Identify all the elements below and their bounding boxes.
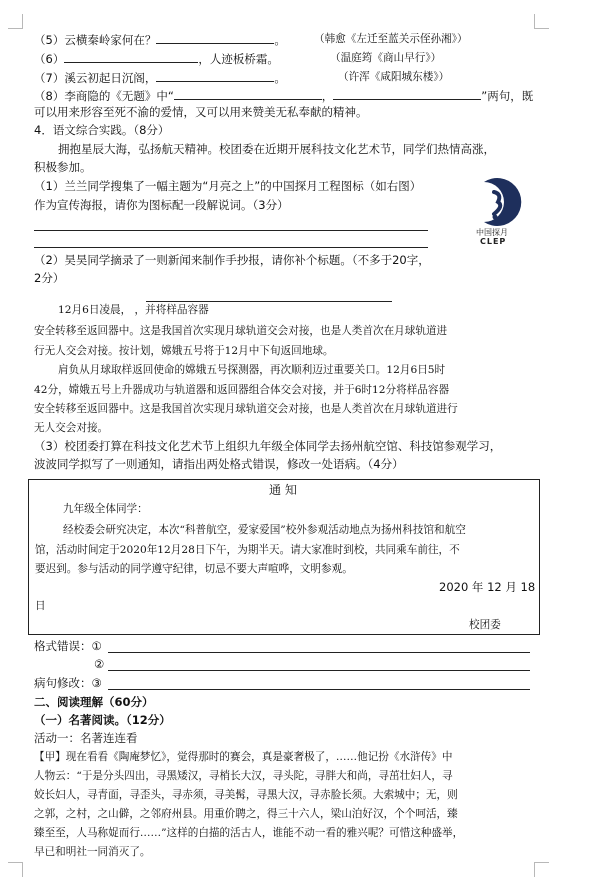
crop-mark-bottom-right	[534, 862, 549, 877]
reading-jia-line4: 之郭，之村，之山僻，之邻府州县。用重价聘之，得三十六人，梁山泊好汉，个个呵活，臻	[34, 808, 458, 820]
fill-q6-text: ，人迹板桥霜。	[198, 52, 279, 66]
news-p2-line4: 无人交会对接。	[34, 422, 109, 434]
fill-q8-blank-1[interactable]	[174, 87, 322, 100]
reading-jia-line3: 姣长妇人，寻青面，寻歪头，寻赤须，寻美髯，寻黑大汉，寻赤脸长须。大索城中；无，则	[34, 789, 458, 801]
notice-date: 2020 年 12 月 18	[439, 580, 536, 594]
news-p2-line1: 肩负从月球取样返回使命的嫦娥五号探测器，再次顺利迈过重要关口。12月6日5时	[58, 364, 446, 376]
reading-jia-line5: 臻至至，人马称娖而行……”这样的白描的活古人，谁能不动一看的雅兴呢？可惜这种盛举，	[34, 827, 464, 839]
reading-jia-line1: 【甲】现在看看《陶庵梦忆》，觉得那时的赛会，真是豪奢极了，……他记扮《水浒传》中	[34, 751, 453, 763]
news-p1-line1: 12月6日凌晨， ，并将样品容器	[58, 304, 209, 316]
fill-q5-source: （韩愈《左迁至蓝关示侄孙湘》）	[314, 33, 468, 45]
crop-mark-bottom-left	[8, 862, 23, 877]
practice-q1-line1: （1）兰兰同学搜集了一幅主题为“月亮之上”的中国探月工程图标（如右图）	[34, 179, 422, 193]
news-p1-line3: 行无人交会对接。按计划，嫦娥五号将于12月中下旬返回地球。	[34, 345, 334, 357]
reading-subheading: （一）名著阅读。（12分）	[34, 713, 171, 727]
practice-q3-line2: 波波同学拟写了一则通知，请指出两处格式错误，修改一处语病。（4分）	[34, 457, 404, 471]
notice-date-tail: 日	[35, 600, 46, 612]
reading-jia-line6: 早已和明社一同消灭了。	[34, 846, 151, 858]
fill-q8-line2: 可以用来形容至死不渝的爱情，又可以用来赞美无私奉献的精神。	[34, 105, 368, 119]
fill-q6	[34, 50, 279, 67]
fill-q7	[34, 69, 286, 86]
fill-q5-text: （5）云横秦岭家何在？	[34, 33, 157, 47]
fill-q7-end: 。	[274, 71, 286, 85]
fix-sentence-label: 病句修改：③	[34, 676, 102, 690]
fill-q8-blank-2[interactable]	[333, 87, 481, 100]
fill-q5-blank[interactable]	[156, 31, 274, 44]
notice-box	[28, 479, 540, 635]
notice-greeting: 九年级全体同学：	[63, 503, 148, 515]
practice-intro-line2: 积极参加。	[34, 160, 92, 174]
q1-answer-line-2[interactable]	[34, 247, 428, 248]
format-error-number-2: ②	[94, 657, 105, 671]
fill-q5	[34, 31, 286, 48]
fill-q7-source: （许浑《咸阳城东楼》）	[338, 71, 450, 83]
practice-heading: 4．语文综合实践。（8分）	[34, 123, 170, 137]
clep-logo-en: CLEP	[480, 237, 507, 246]
notice-body-line1: 经校委会研究决定，本次“科普航空，爱家爱国”校外参观活动地点为扬州科技馆和航空	[63, 524, 466, 536]
fill-q7-text: （7）溪云初起日沉阁，	[34, 71, 157, 85]
fill-q5-end: 。	[274, 33, 286, 47]
notice-title: 通 知	[269, 483, 297, 497]
q1-answer-line-1[interactable]	[34, 230, 428, 231]
reading-jia-line2: 人物云：“于是分头四出，寻黑矮汉，寻梢长大汉，寻头陀，寻胖大和尚，寻茁壮妇人，寻	[34, 770, 453, 782]
clep-logo	[470, 176, 532, 248]
notice-body-line3: 要迟到。参与活动的同学遵守纪律，切忌不要大声喧哗，文明参观。	[35, 563, 353, 575]
news-p2-line3: 安全转移至返回器中。这是我国首次实现月球轨道交会对接，也是人类首次在月球轨道进行	[34, 403, 458, 415]
fill-q8-text-a: （8）李商隐的《无题》中“	[34, 89, 174, 103]
notice-body-line2: 馆，活动时间定于2020年12月28日下午，为期半天。请大家准时到校，共同乘车前往，不	[35, 544, 460, 556]
reading-section-heading: 二、阅读理解（60分）	[34, 695, 154, 709]
crop-mark-top-right	[534, 14, 549, 29]
moon-logo-icon	[470, 176, 532, 228]
format-error-line-2[interactable]	[108, 670, 530, 671]
clep-logo-cn: 中国探月	[476, 228, 508, 237]
practice-q2-line1: （2）昊昊同学摘录了一则新闻来制作手抄报，请你补个标题。（不多于20字，	[34, 253, 430, 267]
fix-sentence-line[interactable]	[108, 689, 530, 690]
fill-q6-prefix: （6）	[34, 52, 65, 66]
format-error-label: 格式错误：①	[34, 639, 102, 653]
fill-q8-text-c: ”两句，既	[481, 89, 534, 103]
practice-intro-line1: 拥抱星辰大海，弘扬航天精神。校团委在近期开展科技文化艺术节，同学们热情高涨，	[58, 142, 495, 156]
news-p1-line2: 安全转移至返回器中。这是我国首次实现月球轨道交会对接，也是人类首次在月球轨道进	[34, 325, 448, 337]
fill-q7-blank[interactable]	[156, 69, 274, 82]
format-error-line-1[interactable]	[108, 652, 530, 653]
reading-activity-label: 活动一：名著连连看	[34, 731, 138, 745]
crop-mark-top-left	[8, 14, 23, 29]
fill-q8-line1	[34, 87, 533, 104]
practice-q2-line2: 2分）	[34, 271, 65, 285]
news-p2-line2: 42分，嫦娥五号上升器成功与轨道器和返回器组合体交会对接，并于6时12分将样品容器	[34, 384, 450, 396]
fill-q6-blank[interactable]	[64, 50, 198, 63]
practice-q1-line2: 作为宣传海报，请你为图标配一段解说词。（3分）	[34, 198, 289, 212]
fill-q8-text-b: ，	[321, 89, 334, 103]
fill-q6-source: （温庭筠《商山早行》）	[330, 52, 442, 64]
practice-q3-line1: （3）校团委打算在科技文化艺术节上组织九年级全体同学去扬州航空馆、科技馆参观学习，	[34, 439, 502, 453]
notice-signer: 校团委	[469, 619, 501, 631]
